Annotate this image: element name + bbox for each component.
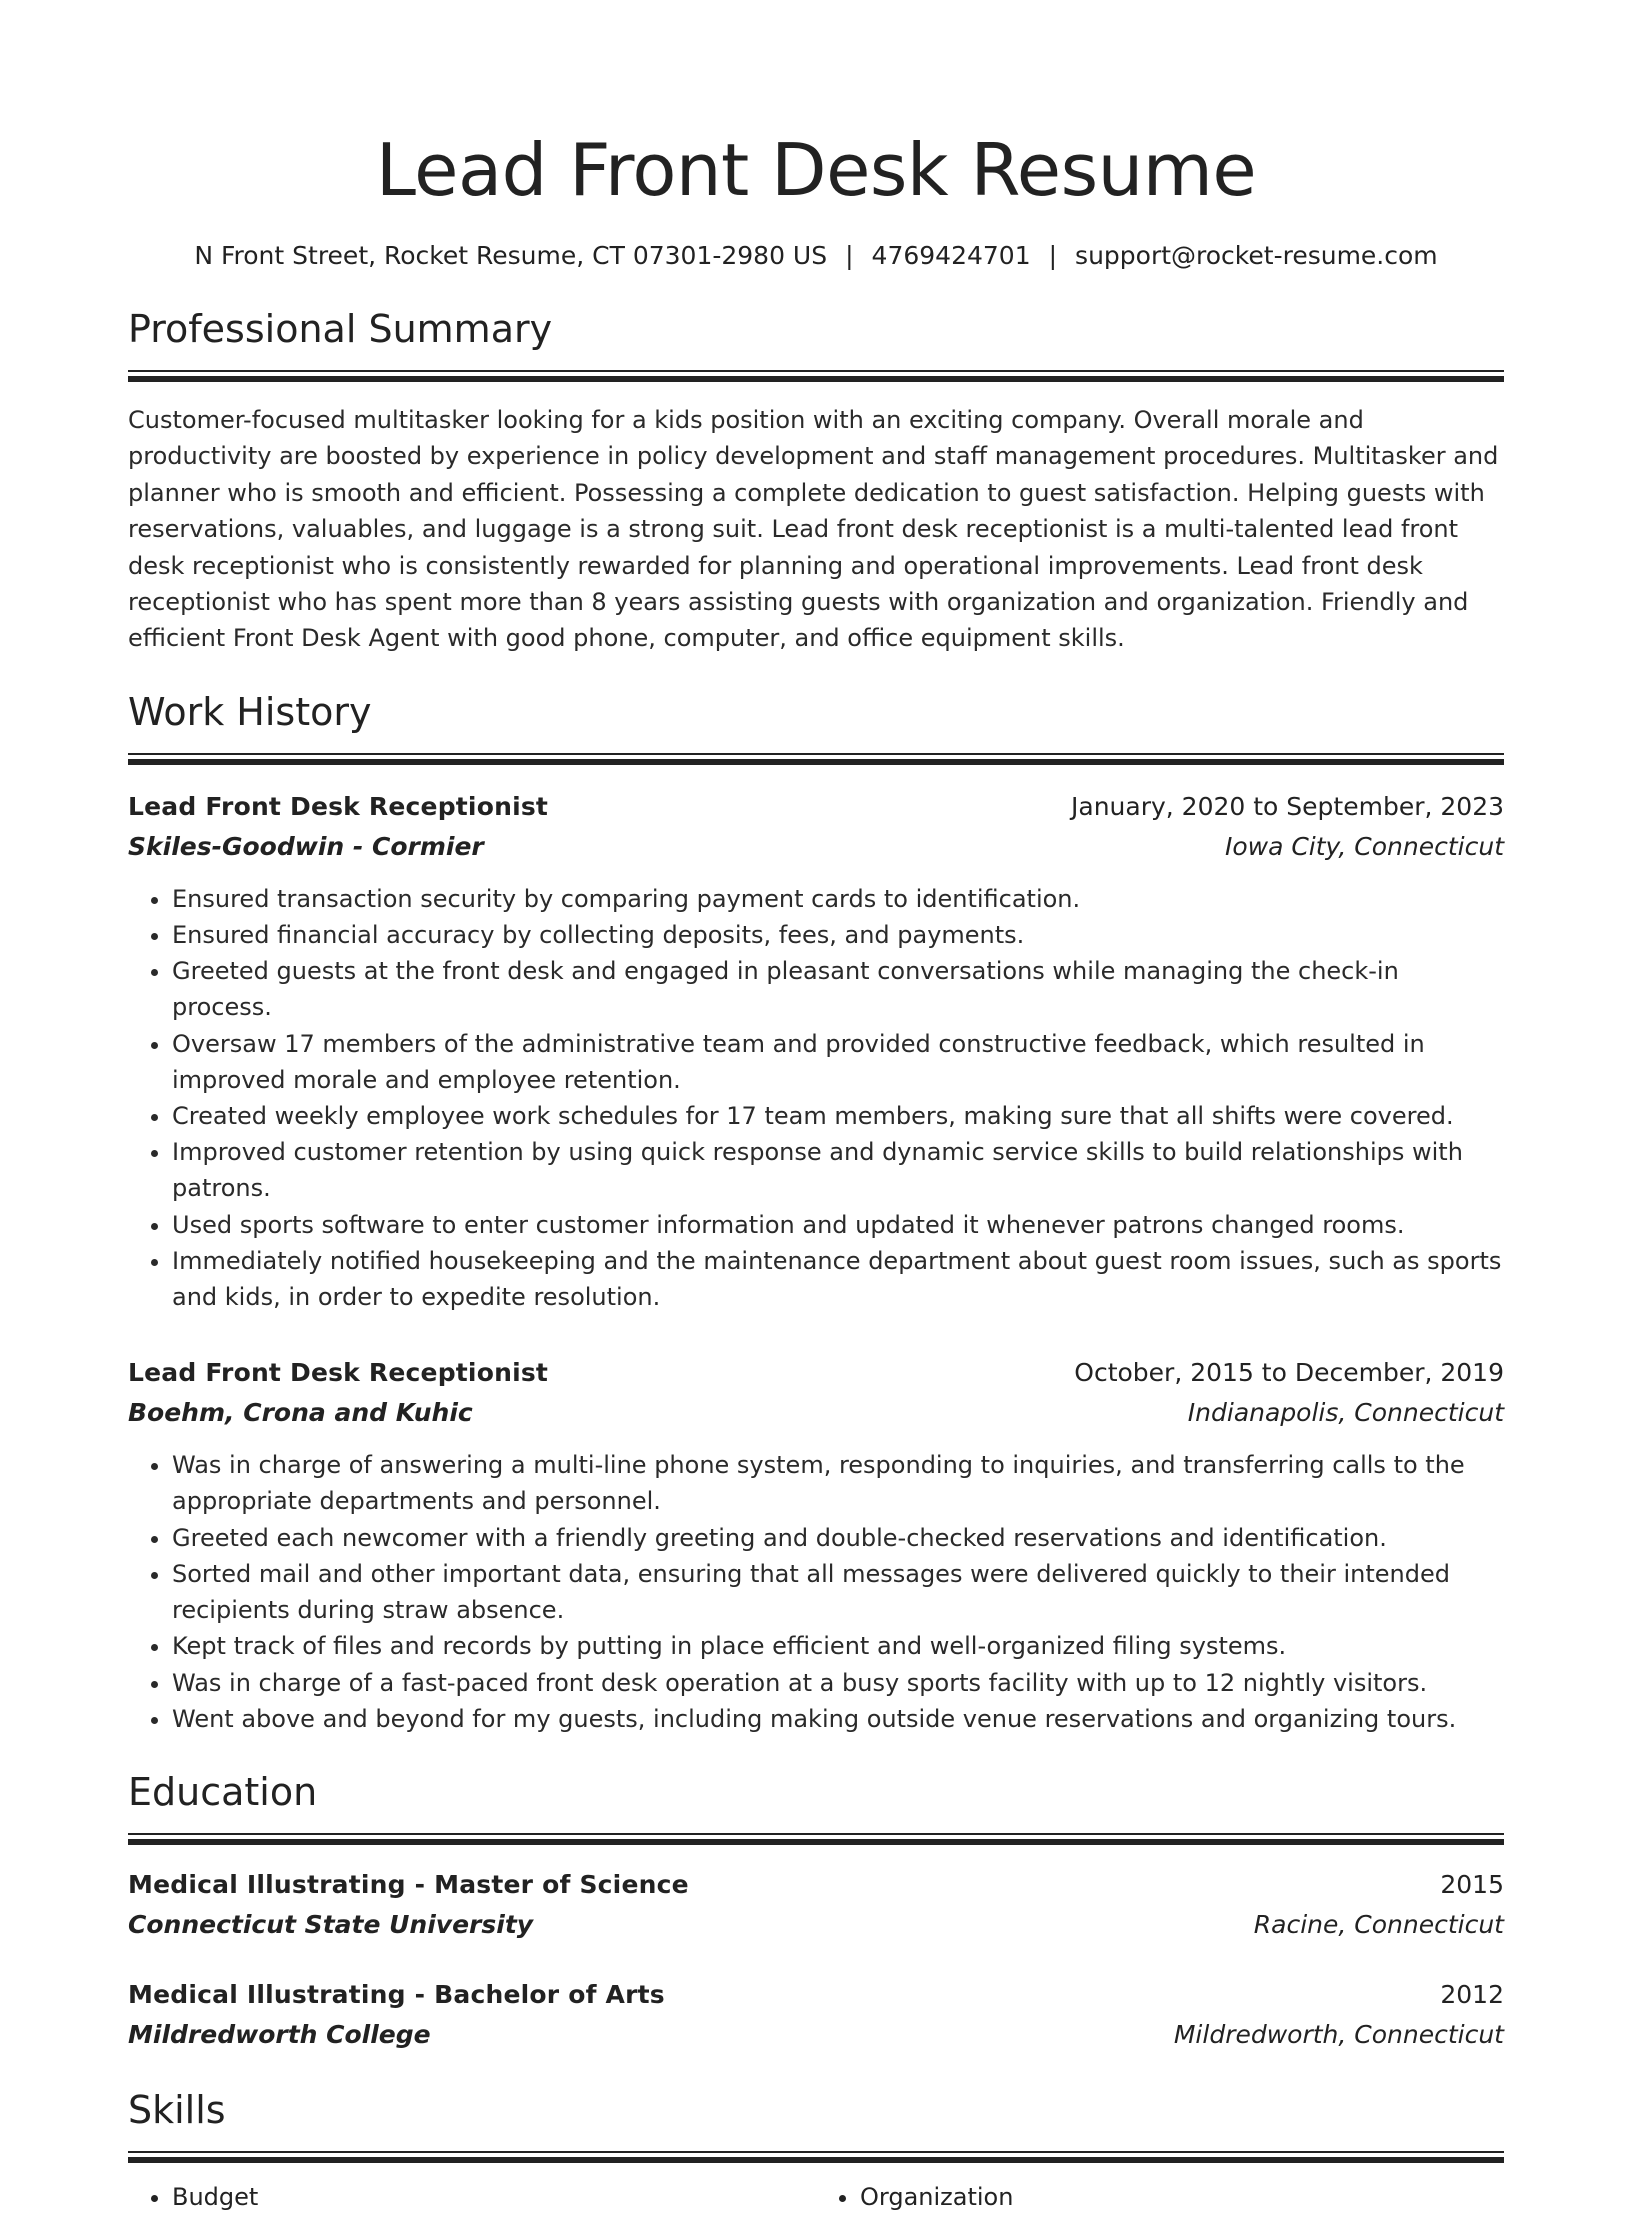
education-location: Mildredworth, Connecticut <box>1173 2019 1504 2049</box>
education-entry <box>128 1975 1504 2055</box>
job-entry <box>128 787 1504 1315</box>
education-degree: Medical Illustrating - Master of Science <box>128 1869 689 1899</box>
skills-list <box>128 2179 1504 2215</box>
job-bullet: • Ensured financial accuracy by collecting deposits, fees, and payments. <box>172 917 1504 953</box>
education-year: 2015 <box>1440 1869 1504 1899</box>
section-heading-skills: Skills <box>128 2087 226 2132</box>
skills-column <box>128 2179 816 2215</box>
work-history-section <box>128 687 1504 1737</box>
skill-item: • Budget <box>172 2179 816 2215</box>
summary-paragraph: Customer-focused multitasker looking for a kids position with an exciting company. Overall morale and productivity are boosted by experience in policy development and staff management procedures. Multitasker and planner who is smooth and efficient. Possessing a complete dedication to guest satisfaction. Helping guests with reservations, valuables, and luggage is a strong suit. Lead front desk receptionist is a multi-talented lead front desk receptionist who is consistently rewarded for planning and operational improvements. Lead front desk receptionist who has spent more than 8 years assisting guests with organization and organization. Friendly and efficient Front Desk Agent with good phone, computer, and office equipment skills. <box>128 406 1499 653</box>
job-title: Lead Front Desk Receptionist <box>128 791 549 821</box>
job-bullet-list <box>128 1447 1504 1737</box>
contact-separator: | <box>1048 241 1058 270</box>
skills-column <box>816 2179 1504 2215</box>
section-heading-education: Education <box>128 1769 318 1814</box>
education-year: 2012 <box>1440 1979 1504 2009</box>
education-section <box>128 1767 1504 2055</box>
job-bullet: • Created weekly employee work schedules for 17 team members, making sure that all shifts were covered. <box>172 1098 1504 1134</box>
section-divider <box>128 753 1504 765</box>
job-location: Indianapolis, Connecticut <box>1187 1398 1504 1428</box>
education-school: Mildredworth College <box>128 2019 431 2049</box>
job-bullet: • Was in charge of a fast-paced front desk operation at a busy sports facility with up to 12 nightly visitors. <box>172 1665 1504 1701</box>
job-bullet: • Sorted mail and other important data, ensuring that all messages were delivered quickly to their intended recipients during straw absence. <box>172 1556 1504 1628</box>
job-company: Boehm, Crona and Kuhic <box>128 1398 473 1428</box>
contact-separator: | <box>845 241 854 270</box>
section-heading-summary: Professional Summary <box>128 307 553 351</box>
job-bullet: • Went above and beyond for my guests, including making outside venue reservations and organizing tours. <box>172 1701 1504 1737</box>
resume-page <box>128 120 1504 2215</box>
contact-phone: 4769424701 <box>871 241 1031 270</box>
job-bullet: • Used sports software to enter customer information and updated it whenever patrons changed rooms. <box>172 1207 1504 1243</box>
section-divider <box>128 370 1504 382</box>
job-bullet: • Immediately notified housekeeping and the maintenance department about guest room issues, such as sports and kids, in order to expedite resolution. <box>172 1243 1504 1315</box>
section-divider <box>128 1833 1504 1845</box>
section-divider <box>128 2151 1504 2163</box>
job-entry <box>128 1353 1504 1737</box>
education-entry <box>128 1865 1504 1945</box>
job-company: Skiles-Goodwin - Cormier <box>128 831 484 861</box>
section-heading-work-history: Work History <box>128 689 372 734</box>
contact-line <box>128 238 1504 274</box>
skills-section <box>128 2085 1504 2215</box>
job-bullet: • Greeted each newcomer with a friendly greeting and double-checked reservations and identification. <box>172 1520 1504 1556</box>
skill-item: • Organization <box>860 2179 1504 2215</box>
resume-title: Lead Front Desk Resume <box>375 128 1257 212</box>
education-degree: Medical Illustrating - Bachelor of Arts <box>128 1979 665 2009</box>
contact-email: support@rocket-resume.com <box>1075 241 1438 270</box>
job-bullet: • Kept track of files and records by putting in place efficient and well-organized filing systems. <box>172 1628 1504 1664</box>
job-bullet: • Greeted guests at the front desk and engaged in pleasant conversations while managing the check-in process. <box>172 953 1504 1025</box>
job-bullet: • Oversaw 17 members of the administrative team and provided constructive feedback, which resulted in improved morale and employee retention. <box>172 1026 1504 1098</box>
job-bullet: • Was in charge of answering a multi-line phone system, responding to inquiries, and transferring calls to the appropriate departments and personnel. <box>172 1447 1504 1519</box>
job-bullet: • Ensured transaction security by comparing payment cards to identification. <box>172 881 1504 917</box>
job-bullet-list <box>128 881 1504 1315</box>
education-school: Connecticut State University <box>128 1909 534 1939</box>
education-location: Racine, Connecticut <box>1253 1909 1504 1939</box>
job-dates: October, 2015 to December, 2019 <box>1074 1358 1504 1388</box>
job-dates: January, 2020 to September, 2023 <box>1071 791 1504 821</box>
job-bullet: • Improved customer retention by using quick response and dynamic service skills to build relationships with patrons. <box>172 1134 1504 1206</box>
job-location: Iowa City, Connecticut <box>1224 831 1504 861</box>
job-title: Lead Front Desk Receptionist <box>128 1358 549 1388</box>
contact-address: N Front Street, Rocket Resume, CT 07301-2980 US <box>194 241 828 270</box>
summary-section <box>128 304 1504 657</box>
